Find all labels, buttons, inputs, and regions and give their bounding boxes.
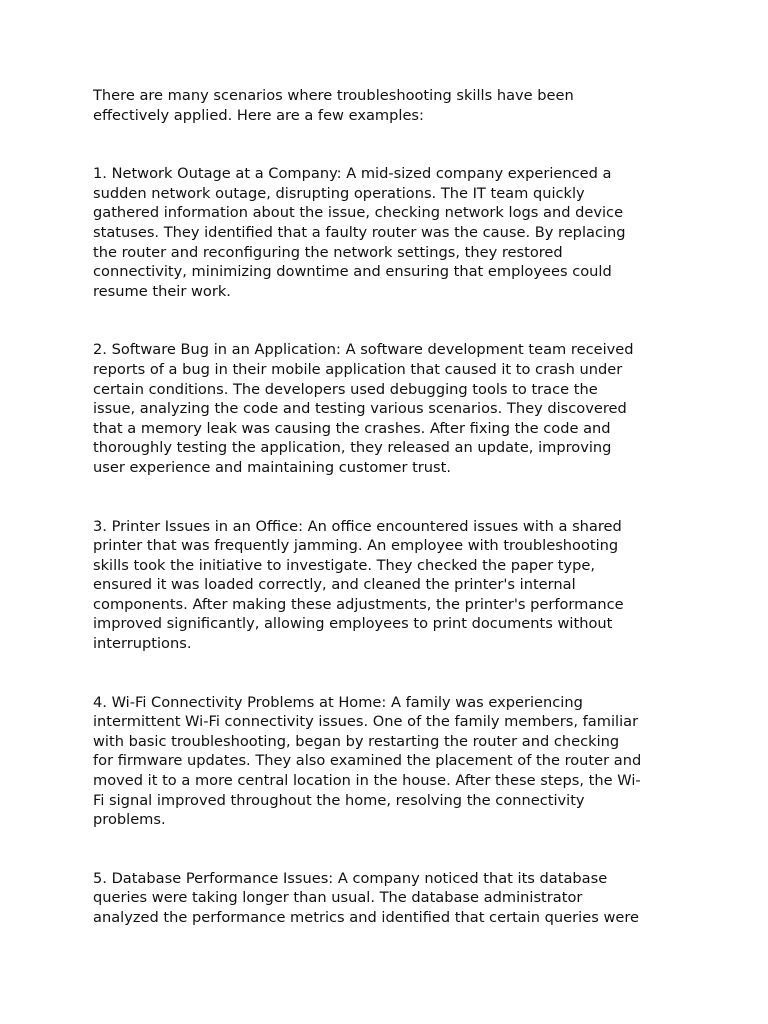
example-paragraph-1: 1. Network Outage at a Company: A mid-sized company experienced a sudden network outage, disrupting operations. The IT team quickly gathered information about the issue, checking network logs and device statuses. They identified that a faulty router was the cause. By replacing the router and reconfiguring the network settings, they restored connectivity, minimizing downtime and ensuring that employees could resume their work. — [93, 165, 626, 300]
example-paragraph-5: 5. Database Performance Issues: A company noticed that its database queries were taking longer than usual. The database administrator analyzed the performance metrics and identified that certain queries were — [93, 869, 640, 926]
example-paragraph-4: 4. Wi-Fi Connectivity Problems at Home: A family was experiencing intermittent Wi-Fi connectivity issues. One of the family members, familiar with basic troubleshooting, began by restarting the router and checking for firmware updates. They also examined the placement of the router and moved it to a more central location in the house. After these steps, the Wi- Fi signal improved throughout the home, resolving the connectivity problems. — [93, 693, 642, 829]
intro-paragraph: There are many scenarios where troubleshooting skills have been effectively applied. Here are a few examples: — [93, 87, 574, 124]
document-body — [93, 86, 683, 967]
example-paragraph-3: 3. Printer Issues in an Office: An office encountered issues with a shared printer that was frequently jamming. An employee with troubleshooting skills took the initiative to investigate. They checked the paper type, ensured it was loaded correctly, and cleaned the printer's internal components. After making these adjustments, the printer's performance improved significantly, allowing employees to print documents without interruptions. — [93, 517, 624, 653]
example-paragraph-2: 2. Software Bug in an Application: A software development team received reports of a bug in their mobile application that caused it to crash under certain conditions. The developers used debugging tools to trace the issue, analyzing the code and testing various scenarios. They discovered that a memory leak was causing the crashes. After fixing the code and thoroughly testing the application, they released an update, improving user experience and maintaining customer trust. — [93, 341, 634, 476]
